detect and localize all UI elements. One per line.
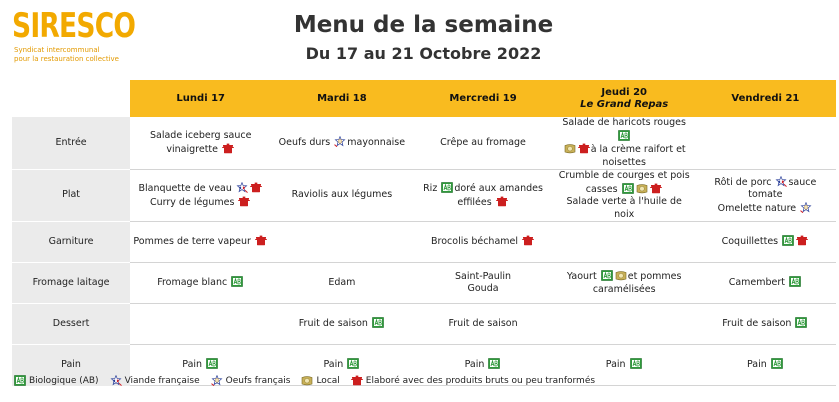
- menu-cell-thursday: [554, 117, 695, 170]
- dish-text: caramélisées: [592, 283, 656, 295]
- legend-item: [13, 375, 99, 386]
- organic-icon: [372, 317, 384, 328]
- menu-row: [12, 222, 836, 263]
- dish-text: Crêpe au fromage: [440, 136, 526, 148]
- dish-text: Raviolis aux légumes: [291, 189, 393, 201]
- french-meat-icon: [236, 182, 248, 193]
- dish-text: Curry de légumes: [149, 196, 235, 208]
- homemade-icon: [496, 196, 508, 207]
- menu-cell-thursday: [554, 222, 695, 263]
- day-header-friday: [695, 80, 836, 117]
- logo-wordmark: SIRESCO: [12, 6, 136, 46]
- course-label: Fromage laitage: [12, 263, 130, 304]
- menu-cell-tuesday: [271, 263, 412, 304]
- french-eggs-icon: [211, 375, 223, 386]
- dish-text: vinaigrette: [166, 143, 219, 155]
- dish-text: Pain: [746, 359, 767, 371]
- dish-text: et pommes: [627, 271, 682, 282]
- dish-text: Fruit de saison: [448, 317, 518, 329]
- menu-cell-thursday: [554, 170, 695, 222]
- menu-row: [12, 117, 836, 170]
- homemade-icon: [578, 143, 590, 154]
- menu-cell-tuesday: [271, 170, 412, 222]
- day-header-thursday: [554, 80, 695, 117]
- organic-icon: [231, 276, 243, 287]
- menu-row: [12, 304, 836, 345]
- dish-text: à la crème raifort et: [590, 144, 686, 155]
- legend-label: Viande française: [124, 375, 200, 386]
- menu-cell-wednesday: [412, 117, 553, 170]
- dish-text: Yaourt: [566, 271, 597, 282]
- header-corner: [12, 80, 130, 117]
- dish-text: Pain: [464, 359, 485, 371]
- menu-row: [12, 170, 836, 222]
- dish-text: Gouda: [467, 283, 499, 294]
- legend-item: [210, 375, 291, 386]
- logo-subtitle-line-1: Syndicat intercommunal: [14, 46, 100, 54]
- menu-cell-friday: [695, 263, 836, 304]
- day-special-label: Le Grand Repas: [580, 98, 669, 110]
- legend-label: Biologique (AB): [29, 375, 99, 386]
- day-label: Jeudi 20: [601, 86, 647, 98]
- legend-item: [300, 375, 339, 386]
- menu-cell-friday: [695, 117, 836, 170]
- dish-text: mayonnaise: [347, 137, 406, 149]
- dish-text: Blanquette de veau: [138, 183, 232, 194]
- homemade-icon: [255, 235, 267, 246]
- menu-cell-wednesday: [412, 304, 553, 345]
- menu-cell-friday: [695, 304, 836, 345]
- logo-subtitle-line-2: pour la restauration collective: [14, 55, 119, 63]
- menu-cell-monday: [130, 117, 271, 170]
- organic-icon: [618, 130, 630, 141]
- day-header-monday: [130, 80, 271, 117]
- dish-text: casses: [585, 183, 618, 195]
- menu-cell-thursday: [554, 304, 695, 345]
- dish-text: Fruit de saison: [298, 318, 368, 330]
- legend-item: [350, 375, 595, 386]
- dish-text: doré aux amandes: [454, 183, 543, 194]
- organic-icon: [441, 182, 453, 193]
- dish-text: Crumble de courges et pois: [558, 170, 690, 181]
- menu-cell-wednesday: [412, 170, 553, 222]
- legend-label: Local: [316, 375, 340, 386]
- menu-cell-friday: [695, 170, 836, 222]
- dish-text: Pain: [182, 359, 203, 371]
- organic-icon: [789, 276, 801, 287]
- dish-text: Saint-Paulin: [454, 270, 512, 282]
- french-eggs-icon: [800, 202, 812, 213]
- menu-cell-monday: [130, 222, 271, 263]
- course-label: Plat: [12, 170, 130, 222]
- dish-text: Salade iceberg sauce: [149, 130, 252, 141]
- dish-text: Pain: [605, 359, 626, 371]
- french-meat-icon: [775, 176, 787, 187]
- dish-text: noisettes: [602, 156, 646, 168]
- menu-cell-wednesday: [412, 263, 553, 304]
- day-label: Lundi 17: [176, 92, 226, 104]
- menu-cell-monday: [130, 304, 271, 345]
- menu-cell-friday: [695, 345, 836, 386]
- french-meat-icon: [110, 375, 122, 386]
- organic-icon: [601, 270, 613, 281]
- icon-legend: [13, 375, 605, 386]
- homemade-icon: [351, 375, 363, 386]
- dish-text: Oeufs durs: [278, 137, 331, 149]
- dish-text: Edam: [328, 276, 356, 288]
- day-label: Mercredi 19: [449, 92, 517, 104]
- homemade-icon: [238, 196, 250, 207]
- organic-icon: [206, 358, 218, 369]
- organic-icon: [630, 358, 642, 369]
- organic-icon: [782, 235, 794, 246]
- dish-text: Camembert: [728, 277, 786, 289]
- organic-icon: [14, 375, 26, 386]
- dish-text: Fruit de saison: [722, 318, 792, 330]
- homemade-icon: [250, 182, 262, 193]
- organic-icon: [347, 358, 359, 369]
- day-label: Vendredi 21: [731, 92, 800, 104]
- menu-cell-friday: [695, 222, 836, 263]
- local-icon: [564, 143, 576, 154]
- menu-cell-wednesday: [412, 222, 553, 263]
- dish-text: Rôti de porc: [714, 176, 772, 188]
- menu-row: [12, 263, 836, 304]
- page-subtitle: Du 17 au 21 Octobre 2022: [305, 44, 542, 63]
- day-header-tuesday: [271, 80, 412, 117]
- dish-text: effilées: [457, 196, 492, 208]
- day-label: Mardi 18: [317, 92, 367, 104]
- course-label: Pain: [12, 345, 130, 386]
- legend-label: Oeufs français: [225, 375, 291, 386]
- menu-cell-monday: [130, 170, 271, 222]
- organic-icon: [622, 183, 634, 194]
- menu-cell-tuesday: [271, 117, 412, 170]
- course-label: Entrée: [12, 117, 130, 170]
- dish-text: tomate: [748, 189, 783, 201]
- homemade-icon: [522, 235, 534, 246]
- dish-text: Pain: [323, 359, 344, 371]
- dish-text: Salade de haricots rouges: [562, 117, 686, 128]
- legend-item: [109, 375, 200, 386]
- course-label: Dessert: [12, 304, 130, 345]
- dish-text: Riz: [423, 183, 438, 194]
- menu-cell-tuesday: [271, 304, 412, 345]
- french-eggs-icon: [334, 136, 346, 147]
- course-label: Garniture: [12, 222, 130, 263]
- homemade-icon: [222, 143, 234, 154]
- dish-text: Pommes de terre vapeur: [133, 236, 251, 248]
- dish-text: Brocolis béchamel: [431, 236, 519, 248]
- day-header-wednesday: [412, 80, 553, 117]
- dish-text: Fromage blanc: [157, 277, 228, 289]
- homemade-icon: [650, 183, 662, 194]
- dish-text: Salade verte à l'huile de noix: [566, 196, 682, 220]
- local-icon: [636, 183, 648, 194]
- menu-cell-monday: [130, 263, 271, 304]
- weekly-menu-table: [12, 80, 836, 386]
- local-icon: [301, 375, 313, 386]
- page-title: Menu de la semaine: [293, 12, 554, 38]
- organic-icon: [795, 317, 807, 328]
- dish-text: sauce: [788, 176, 817, 188]
- menu-cell-thursday: [554, 263, 695, 304]
- dish-text: Omelette nature: [717, 202, 797, 214]
- local-icon: [615, 270, 627, 281]
- organic-icon: [771, 358, 783, 369]
- day-header-row: [12, 80, 836, 117]
- homemade-icon: [796, 235, 808, 246]
- dish-text: Coquillettes: [721, 236, 779, 248]
- organic-icon: [488, 358, 500, 369]
- menu-cell-tuesday: [271, 222, 412, 263]
- legend-label: Elaboré avec des produits bruts ou peu tranformés: [365, 375, 596, 386]
